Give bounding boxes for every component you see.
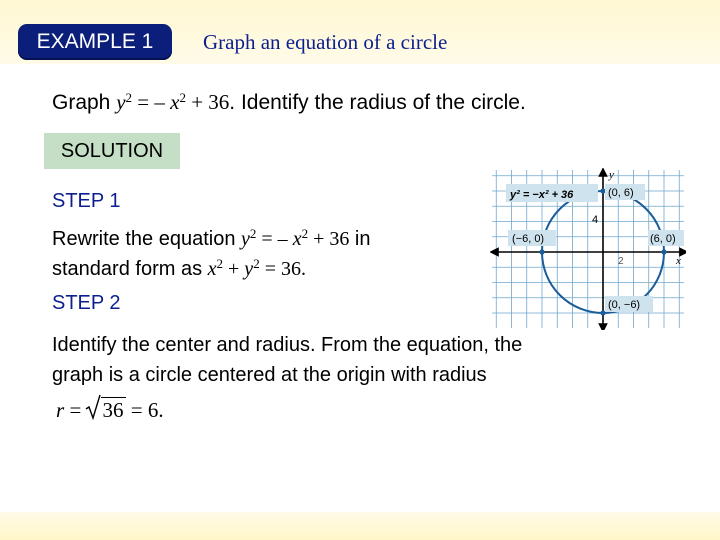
- exponent: 2: [301, 226, 309, 241]
- equals-36: = 36.: [259, 258, 306, 280]
- exponent: 2: [216, 256, 224, 271]
- var-r: r: [56, 398, 65, 422]
- var-y: y: [116, 90, 126, 114]
- label-right-point: (6, 0): [650, 233, 676, 245]
- step1-line1-text: Rewrite the equation: [52, 228, 242, 250]
- radius-result: = 6.: [125, 398, 164, 422]
- point-bottom: [600, 310, 605, 315]
- var-y: y: [241, 228, 250, 250]
- y-axis-label: y: [609, 169, 614, 181]
- example-badge: EXAMPLE 1: [18, 24, 172, 60]
- var-x: x: [207, 258, 217, 280]
- exponent: 2: [125, 90, 133, 105]
- plus-36: + 36: [308, 228, 350, 250]
- step1-equation: [241, 228, 349, 250]
- step1-text: [52, 224, 370, 284]
- step1-line1: [52, 224, 370, 254]
- question-prefix: Graph: [52, 91, 117, 114]
- step1-label: STEP 1: [52, 190, 121, 212]
- point-left: [539, 249, 544, 254]
- label-left-point: (−6, 0): [512, 233, 545, 245]
- example-title: Graph an equation of a circle: [203, 30, 448, 54]
- exponent: 2: [249, 226, 257, 241]
- question-equation: [116, 90, 229, 114]
- point-top: [600, 188, 605, 193]
- graph-equation-label: y² = −x² + 36: [510, 189, 574, 201]
- radical-sign-icon: [85, 394, 101, 420]
- step2-text: [52, 330, 522, 390]
- exponent: 2: [253, 256, 260, 271]
- var-y: y: [244, 258, 254, 280]
- radicand: 36: [102, 398, 124, 422]
- question-text: [52, 90, 526, 115]
- tick-label-2: 2: [618, 256, 624, 267]
- equals-minus: = –: [132, 90, 171, 114]
- var-x: x: [170, 90, 180, 114]
- step1-line2-text: standard form as: [52, 258, 208, 280]
- step2-line2: graph is a circle centered at the origin with radius: [52, 364, 487, 386]
- equals: =: [64, 398, 87, 422]
- solution-label: SOLUTION: [44, 133, 180, 169]
- plus-36: + 36: [185, 90, 230, 114]
- sqrt-icon: [87, 398, 126, 423]
- circle-graph: [490, 168, 686, 330]
- step1-line2: [52, 254, 370, 284]
- step1-line1-end: in: [349, 228, 371, 250]
- radius-equation: [56, 398, 164, 423]
- point-right: [661, 249, 666, 254]
- standard-form-equation: [208, 258, 306, 280]
- step2-line1: Identify the center and radius. From the equation, the: [52, 334, 523, 356]
- label-bottom-point: (0, −6): [608, 299, 641, 311]
- plus: +: [223, 258, 245, 280]
- question-suffix: . Identify the radius of the circle.: [229, 91, 526, 114]
- label-top-point: (0, 6): [608, 187, 634, 199]
- footer-band: [0, 512, 720, 540]
- equals-minus: = –: [256, 228, 293, 250]
- exponent: 2: [179, 90, 186, 105]
- step2-label: STEP 2: [52, 292, 121, 314]
- tick-label-4: 4: [592, 214, 599, 226]
- var-x: x: [292, 228, 302, 250]
- x-axis-label: x: [676, 255, 681, 267]
